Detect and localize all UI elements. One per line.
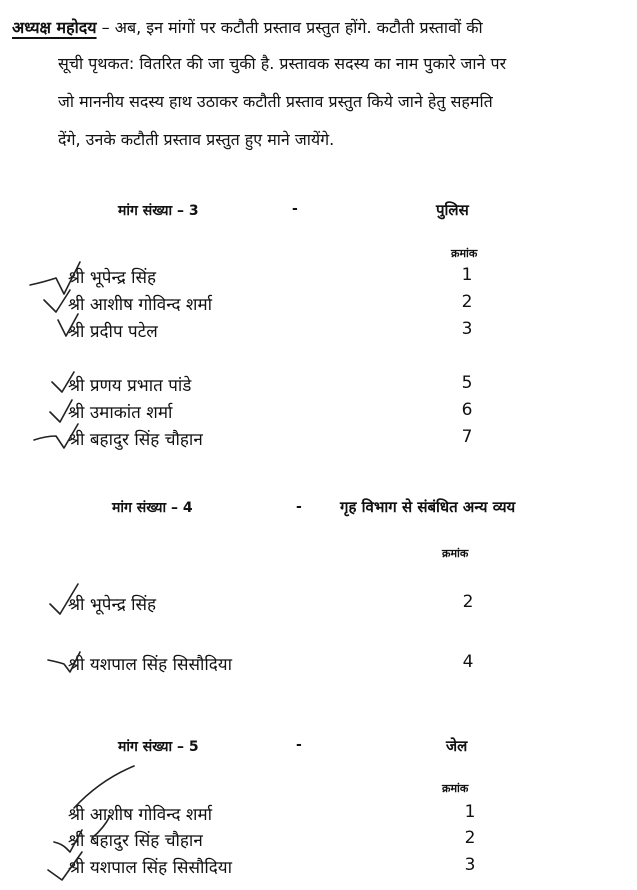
demand-3-department: पुलिस (436, 201, 469, 219)
demand-3-member-4: श्री प्रणय प्रभात पांडे (68, 376, 192, 396)
speaker-name: अध्यक्ष महोदय (12, 18, 97, 37)
demand-5-serial-1: 1 (464, 802, 476, 822)
tick-mark-icon (44, 290, 70, 312)
demand-3-serial-1: 1 (461, 265, 473, 285)
demand-4-dash: - (296, 499, 302, 515)
demand-3-member-1: श्री भूपेन्द्र सिंह (68, 268, 157, 288)
intro-line-3: जो माननीय सदस्य हाथ उठाकर कटौती प्रस्ताव प्रस्तुत किये जाने हेतु सहमति (58, 92, 493, 111)
demand-3-serial-2: 2 (461, 292, 473, 312)
demand-5-dash: - (296, 737, 302, 753)
demand-3-member-5: श्री उमाकांत शर्मा (68, 403, 173, 423)
intro-line-2: सूची पृथकत: वितरित की जा चुकी है. प्रस्तावक सदस्य का नाम पुकारे जाने पर (58, 54, 507, 73)
demand-3-serial-3: 3 (461, 319, 473, 339)
demand-5-member-2: श्री बहादुर सिंह चौहान (68, 831, 203, 851)
demand-3-member-2: श्री आशीष गोविन्द शर्मा (68, 295, 213, 315)
demand-3-serial-6: 7 (461, 427, 473, 447)
demand-5-number: मांग संख्या – 5 (118, 739, 199, 755)
demand-3-dash: - (292, 201, 298, 217)
demand-3-number: मांग संख्या – 3 (118, 203, 199, 219)
intro-line-1 (12, 18, 483, 38)
demand-5-kramank-label: क्रमांक (442, 782, 469, 795)
intro-line-4: देंगे, उनके कटौती प्रस्ताव प्रस्तुत हुए माने जायेंगे. (58, 130, 335, 149)
demand-5-serial-3: 3 (464, 855, 476, 875)
demand-4-serial-1: 2 (462, 592, 474, 612)
demand-5-member-1: श्री आशीष गोविन्द शर्मा (68, 805, 213, 825)
demand-3-serial-4: 5 (461, 373, 473, 393)
demand-4-member-1: श्री भूपेन्द्र सिंह (68, 595, 157, 615)
intro-line-1-text: – अब, इन मांगों पर कटौती प्रस्ताव प्रस्तुत होंगे. कटौती प्रस्तावों की (96, 18, 483, 37)
demand-3-serial-5: 6 (461, 400, 473, 420)
demand-5-member-3: श्री यशपाल सिंह सिसौदिया (68, 858, 233, 878)
demand-4-department: गृह विभाग से संबंधित अन्य व्यय (340, 498, 516, 516)
demand-4-number: मांग संख्या – 4 (112, 500, 193, 516)
demand-3-kramank-label: क्रमांक (451, 247, 478, 260)
demand-5-department: जेल (446, 737, 468, 755)
demand-4-kramank-label: क्रमांक (442, 547, 469, 560)
demand-4-serial-2: 4 (462, 652, 474, 672)
demand-3-member-3: श्री प्रदीप पटेल (68, 322, 158, 342)
demand-5-serial-2: 2 (464, 828, 476, 848)
demand-4-member-2: श्री यशपाल सिंह सिसौदिया (68, 655, 233, 675)
demand-3-member-6: श्री बहादुर सिंह चौहान (68, 430, 203, 450)
